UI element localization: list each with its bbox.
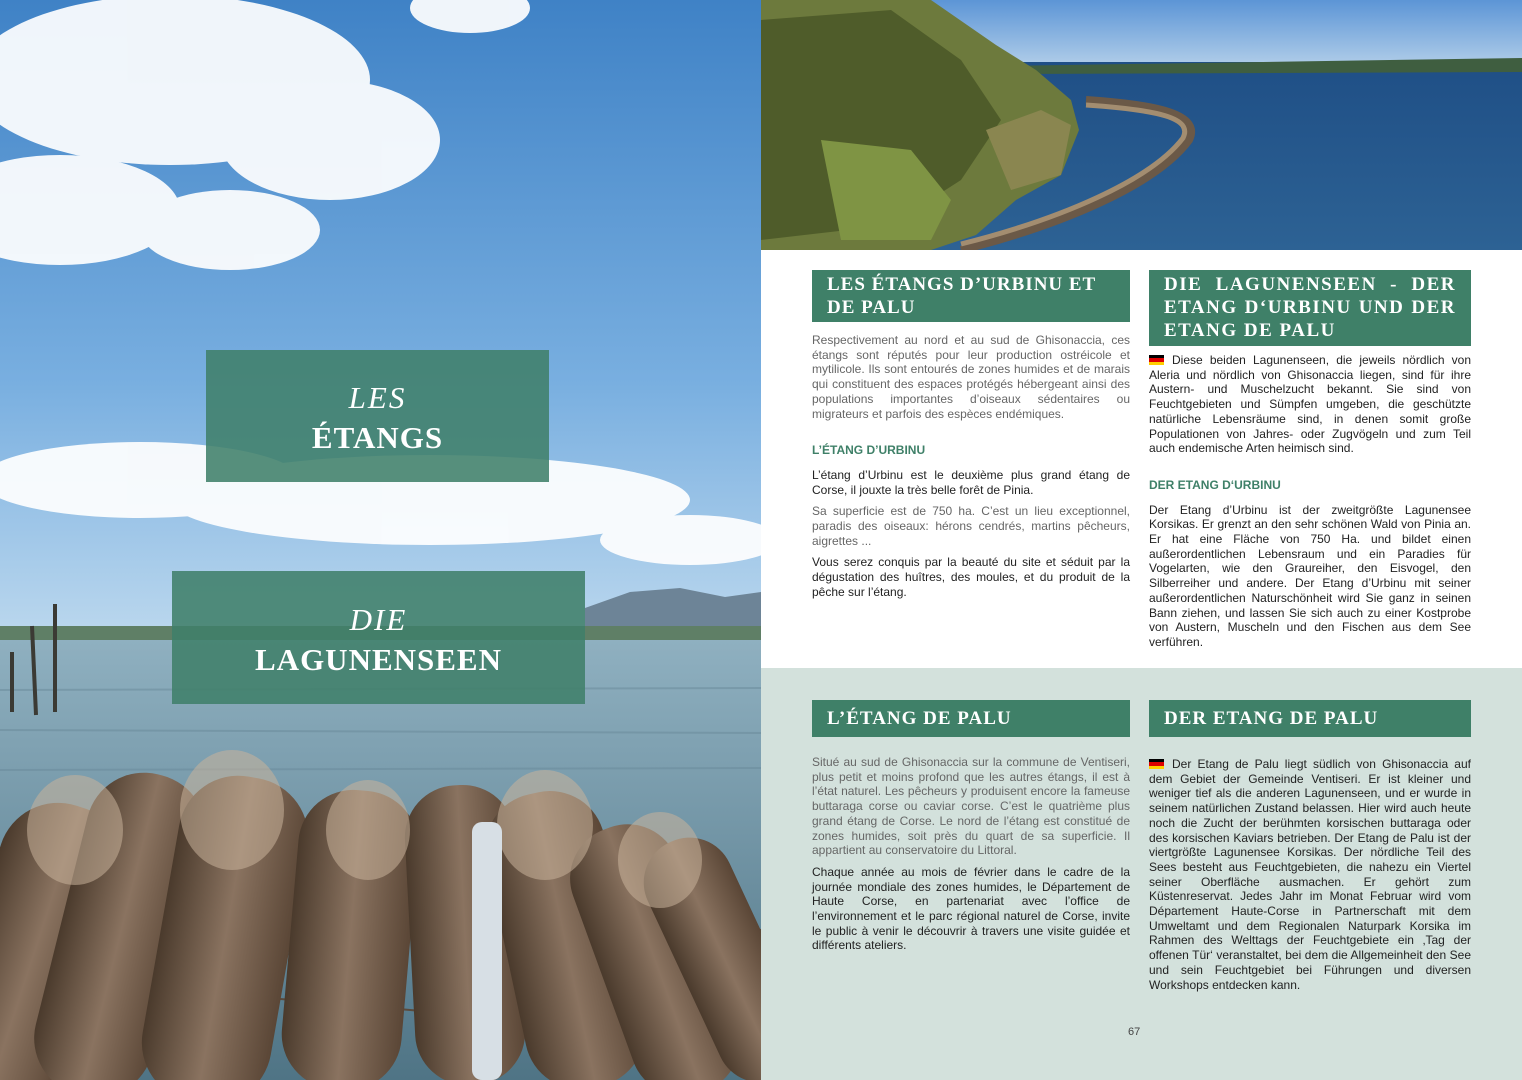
column-de-palu bbox=[1149, 757, 1471, 999]
fr-palu-p2: Chaque année au mois de février dans le cadre de la journée mondiale des zones humides, le Département de Haute Corse, en partenariat avec l’office de l’environnement et le parc régional naturel de Corse, invite le public à venir le découvrir à travers une visite guidée et différents ateliers. bbox=[812, 864, 1130, 953]
fr-urbinu-subheading: L’ÉTANG D’URBINU bbox=[812, 443, 926, 458]
german-flag-icon bbox=[1149, 759, 1164, 769]
title-les-italic: LES bbox=[348, 380, 407, 415]
fr-urbinu-p3: Vous serez conquis par la beauté du site et séduit par la dégustation des huîtres, des moules, et du produit de la pêche sur l’étang. bbox=[812, 555, 1130, 599]
title-die-lagunenseen bbox=[172, 571, 585, 704]
right-page bbox=[761, 0, 1522, 1080]
german-flag-icon bbox=[1149, 355, 1164, 365]
de-urbinu-p1: Der Etang d’Urbinu ist der zweitgrößte Lagunensee Korsikas. Er grenzt an den sehr schönen Wald von Pinia an. Er hat eine Fläche von 750 Ha. und bildet einen außerordentlichen Lebensraum und ein Paradies für Vogelarten, wie den Graureiher, den Eisvogel, den Silberreiher und andere. Der Etang d’Urbinu mit seiner außerordentlichen Naturschönheit wird Sie ganz in seinen Bann ziehen, und lassen Sie sich auch zu einer Kostprobe von Austern, Muscheln und den Fischen aus dem See verführen. bbox=[1149, 502, 1471, 649]
boardwalk-photo bbox=[761, 0, 1522, 250]
page-number: 67 bbox=[1128, 1026, 1141, 1038]
de-urbinu-subheading: DER ETANG D‘URBINU bbox=[1149, 477, 1281, 492]
title-etangs-bold: ÉTANGS bbox=[311, 420, 444, 455]
de-intro-text: Diese beiden Lagunenseen, die jeweils nördlich von Aleria und nördlich von Ghisonaccia liegen, sind für ihre Austern- und Muschelzucht bekannt. Sie sind von Feuchtgebieten und Sümpfen umgeben, die geschützte natürliche Lebensräume sind, in denen somit große Populationen von Jahres- oder Zugvögeln und zum Teil auch endemische Arten heimisch sind. bbox=[1149, 353, 1471, 456]
column-de-urbinu bbox=[1149, 353, 1471, 657]
fr-urbinu-p2: Sa superficie est de 750 ha. C’est un lieu exceptionnel, paradis des oiseaux: hérons cendrés, martins pêcheurs, aigrettes ... bbox=[812, 504, 1130, 548]
fr-intro: Respectivement au nord et au sud de Ghisonaccia, ces étangs sont réputés pour leur production ostréicole et mytilicole. Ils sont entourés de zones humides et de marais qui constituent des espaces protégés hébergeant ainsi des populations importantes d’oiseaux sédentaires ou migrateurs et parfois des espèces endémiques. bbox=[812, 333, 1130, 421]
heading-de-palu: DER ETANG DE PALU bbox=[1149, 700, 1471, 737]
column-fr-palu bbox=[812, 755, 1130, 960]
de-palu-text: Der Etang de Palu liegt südlich von Ghisonaccia auf dem Gebiet der Gemeinde Ventiseri. Er ist kleiner und weniger tief als die anderen Lagunenseen, und er wurde in seinem natürlichen Zustand belassen. Hier wird auch heute noch die Zucht der berühmten korsischen buttaraga oder des korsischen Kaviars betrieben. Der Etang de Palu ist der viertgrößte Lagunensee Korsikas. Der nördliche Teil des Sees besteht aus Feuchtgebieten, die nahezu ein Viertel seiner Oberfläche ausmachen. Er gehört zum Küstenreservat. Jedes Jahr im Monat Februar wird vom Département Haute-Corse in Partnerschaft mit dem Umweltamt und dem Regionalen Naturpark Korsika im Rahmen des Welttags der Feuchtgebiete ein ‚Tag der offenen Tür‘ veranstaltet, bei dem die Allgemeinheit den See und sein Feuchtgebiet bei Führungen und diversen Workshops entdecken kann. bbox=[1149, 757, 1471, 992]
title-die-italic: DIE bbox=[349, 602, 408, 637]
heading-fr-urbinu-palu: LES ÉTANGS D’URBINU ET DE PALU bbox=[812, 270, 1130, 322]
de-intro bbox=[1149, 353, 1471, 456]
heading-de-lagunenseen: DIE LAGUNENSEEN - DER ETANG D‘URBINU UND DER ETANG DE PALU bbox=[1149, 270, 1471, 346]
fr-urbinu-p1: L’étang d’Urbinu est le deuxième plus grand étang de Corse, il jouxte la très belle forêt de Pinia. bbox=[812, 467, 1130, 497]
fr-palu-p1: Situé au sud de Ghisonaccia sur la commune de Ventiseri, plus petit et moins profond que les autres étangs, il est à l’état naturel. Les pêcheurs y produisent encore la fameuse buttaraga corse ou caviar corse. C’est le quatrième plus grand étang de Corse. Le nord de l’étang est constitué de zones humides, soit près du quart de sa superficie. Il appartient au conservatoire du Littoral. bbox=[812, 755, 1130, 858]
de-palu-p1 bbox=[1149, 757, 1471, 992]
column-fr-urbinu bbox=[812, 333, 1130, 607]
heading-fr-palu: L’ÉTANG DE PALU bbox=[812, 700, 1130, 737]
title-les-etangs bbox=[206, 350, 549, 482]
title-lagunenseen-bold: LAGUNENSEEN bbox=[255, 642, 502, 677]
